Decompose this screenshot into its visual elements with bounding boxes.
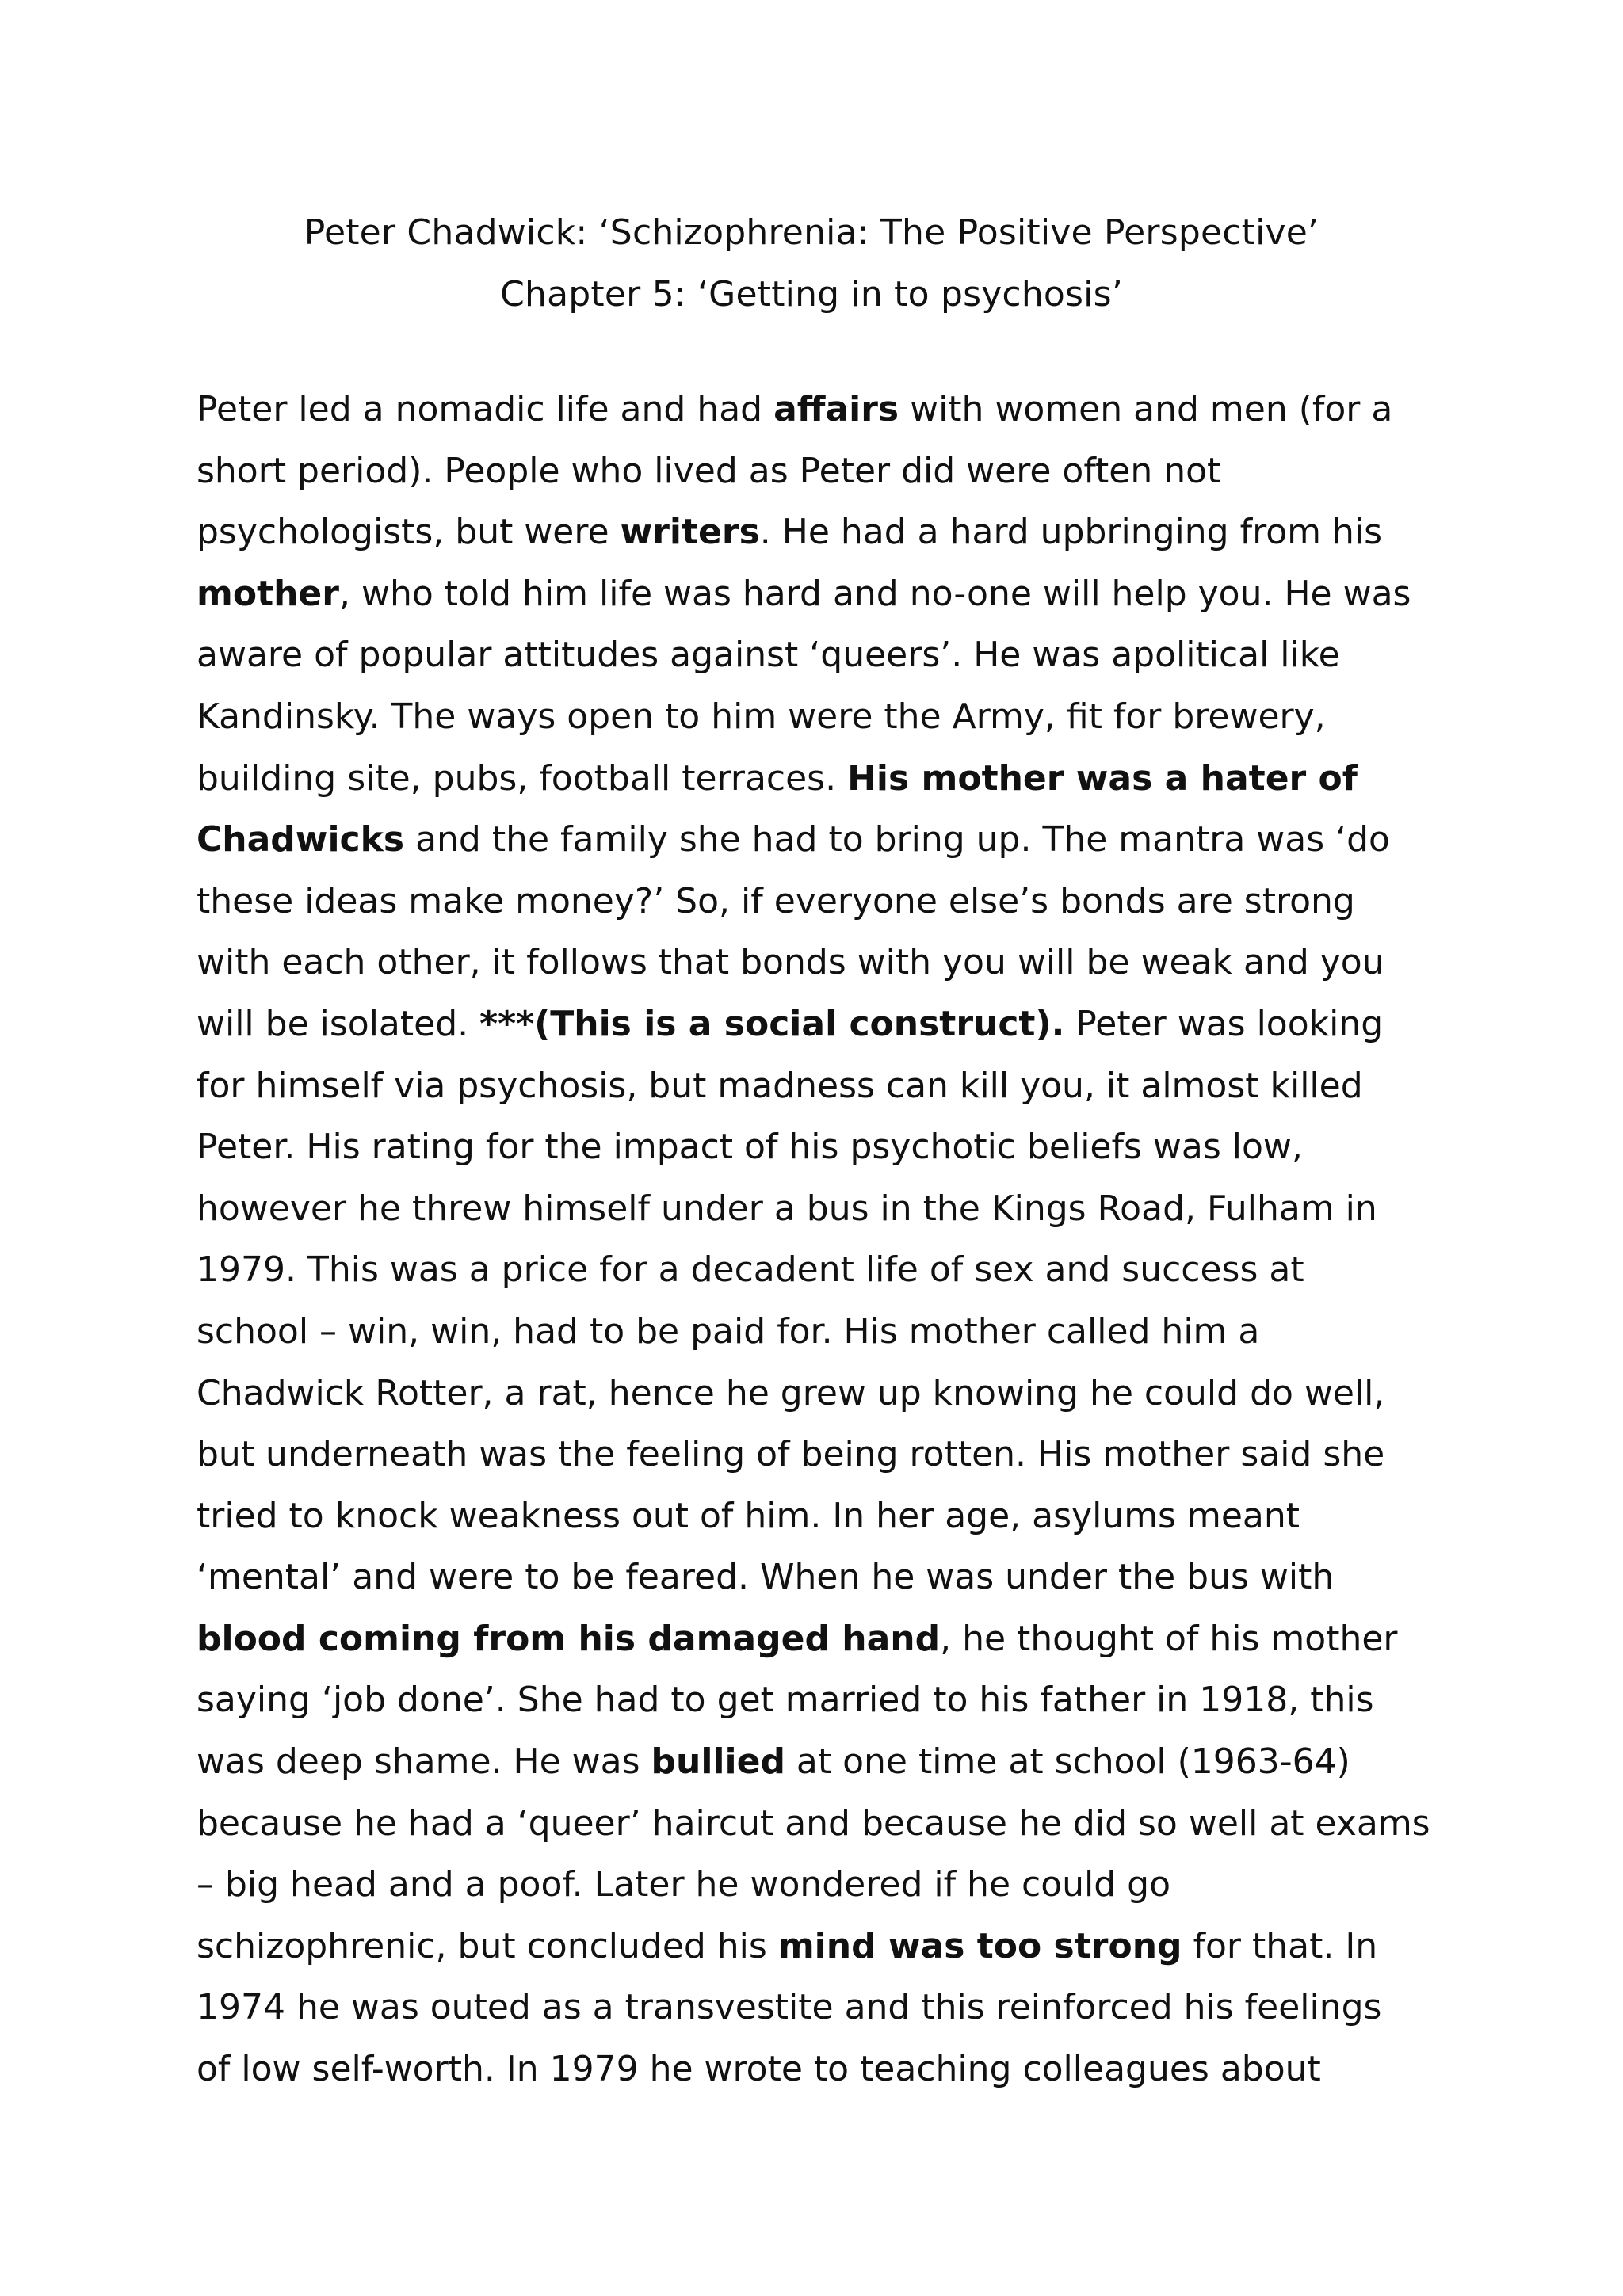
body-paragraph (197, 379, 1433, 2100)
text-line (197, 1793, 1433, 1855)
bold-text: bullied (651, 1741, 785, 1783)
text-run: , who told him life was hard and no-one will help you. He was (338, 573, 1411, 614)
bold-text: writers (620, 512, 760, 553)
text-run: building site, pubs, football terraces. (197, 757, 848, 799)
text-run: for that. In (1182, 1925, 1378, 1966)
bold-text: affairs (773, 389, 899, 429)
text-run: aware of popular attitudes against ‘queers’. He was apolitical like (197, 635, 1340, 676)
text-run: 1974 he was outed as a transvestite and this reinforced his feelings (197, 1987, 1382, 2028)
text-run: psychologists, but were (197, 512, 621, 553)
text-run: of low self-worth. In 1979 he wrote to teaching colleagues about (197, 2049, 1321, 2090)
text-line (197, 1669, 1433, 1731)
text-run: schizophrenic, but concluded his (197, 1925, 778, 1966)
text-line (197, 1055, 1433, 1117)
text-run: – big head and a poof. Later he wondered if he could go (197, 1864, 1170, 1905)
text-line (197, 1301, 1433, 1363)
bold-text: Chadwicks (197, 819, 405, 860)
text-line (197, 1854, 1433, 1916)
text-line (197, 686, 1433, 748)
text-line (197, 441, 1433, 502)
text-run: . He had a hard upbringing from his (759, 512, 1382, 553)
text-run: Peter led a nomadic life and had (197, 389, 774, 429)
text-line (197, 502, 1433, 563)
text-line (197, 1731, 1433, 1793)
bold-text: mother (197, 573, 339, 614)
text-line (197, 2039, 1433, 2100)
bold-text: ***(This is a social construct). (479, 1003, 1065, 1044)
document-title: Peter Chadwick: ‘Schizophrenia: The Positive Perspective’ (304, 212, 1319, 253)
bold-text: His mother was a hater of (847, 757, 1358, 799)
title-block (0, 202, 1623, 326)
text-run: for himself via psychosis, but madness can kill you, it almost killed (197, 1065, 1363, 1106)
text-line (197, 1547, 1433, 1608)
text-run: was deep shame. He was (197, 1741, 651, 1783)
text-run: , he thought of his mother (940, 1618, 1398, 1659)
text-run: Chadwick Rotter, a rat, hence he grew up knowing he could do well, (197, 1372, 1385, 1413)
text-line (197, 1977, 1433, 2039)
text-line (197, 994, 1433, 1055)
text-run: tried to knock weakness out of him. In her age, asylums meant (197, 1495, 1300, 1536)
text-line (197, 563, 1433, 625)
text-run: Peter was looking (1064, 1003, 1384, 1044)
text-line (197, 1239, 1433, 1301)
text-run: Peter. His rating for the impact of his psychotic beliefs was low, (197, 1127, 1303, 1168)
text-line (197, 1178, 1433, 1240)
bold-text: mind was too strong (777, 1925, 1182, 1966)
text-line (197, 1608, 1433, 1670)
text-run: with each other, it follows that bonds with you will be weak and you (197, 942, 1384, 983)
text-run: Kandinsky. The ways open to him were the Army, fit for brewery, (197, 696, 1326, 737)
text-line (197, 1424, 1433, 1486)
text-line (197, 871, 1433, 933)
text-run: 1979. This was a price for a decadent life of sex and success at (197, 1249, 1304, 1291)
bold-text: blood coming from his damaged hand (197, 1618, 941, 1659)
text-line (197, 748, 1433, 810)
text-line (197, 932, 1433, 994)
text-run: saying ‘job done’. She had to get married to his father in 1918, this (197, 1680, 1374, 1721)
text-run: because he had a ‘queer’ haircut and because he did so well at exams (197, 1802, 1430, 1844)
text-run: these ideas make money?’ So, if everyone else’s bonds are strong (197, 880, 1355, 921)
text-line (197, 624, 1433, 686)
text-line (197, 1363, 1433, 1425)
text-run: at one time at school (1963-64) (785, 1741, 1350, 1783)
text-run: school – win, win, had to be paid for. His mother called him a (197, 1310, 1260, 1352)
text-line (197, 1916, 1433, 1978)
text-run: and the family she had to bring up. The mantra was ‘do (404, 819, 1390, 860)
text-line (197, 1116, 1433, 1178)
text-line (197, 379, 1433, 441)
text-run: with women and men (for a (899, 389, 1393, 429)
text-run: will be isolated. (197, 1003, 480, 1044)
text-run: short period). People who lived as Peter did were often not (197, 450, 1221, 491)
chapter-subtitle: Chapter 5: ‘Getting in to psychosis’ (500, 274, 1123, 315)
text-run: but underneath was the feeling of being rotten. His mother said she (197, 1434, 1385, 1475)
text-run: ‘mental’ and were to be feared. When he was under the bus with (197, 1557, 1335, 1598)
text-run: however he threw himself under a bus in the Kings Road, Fulham in (197, 1188, 1377, 1229)
text-line (197, 809, 1433, 871)
text-line (197, 1486, 1433, 1547)
